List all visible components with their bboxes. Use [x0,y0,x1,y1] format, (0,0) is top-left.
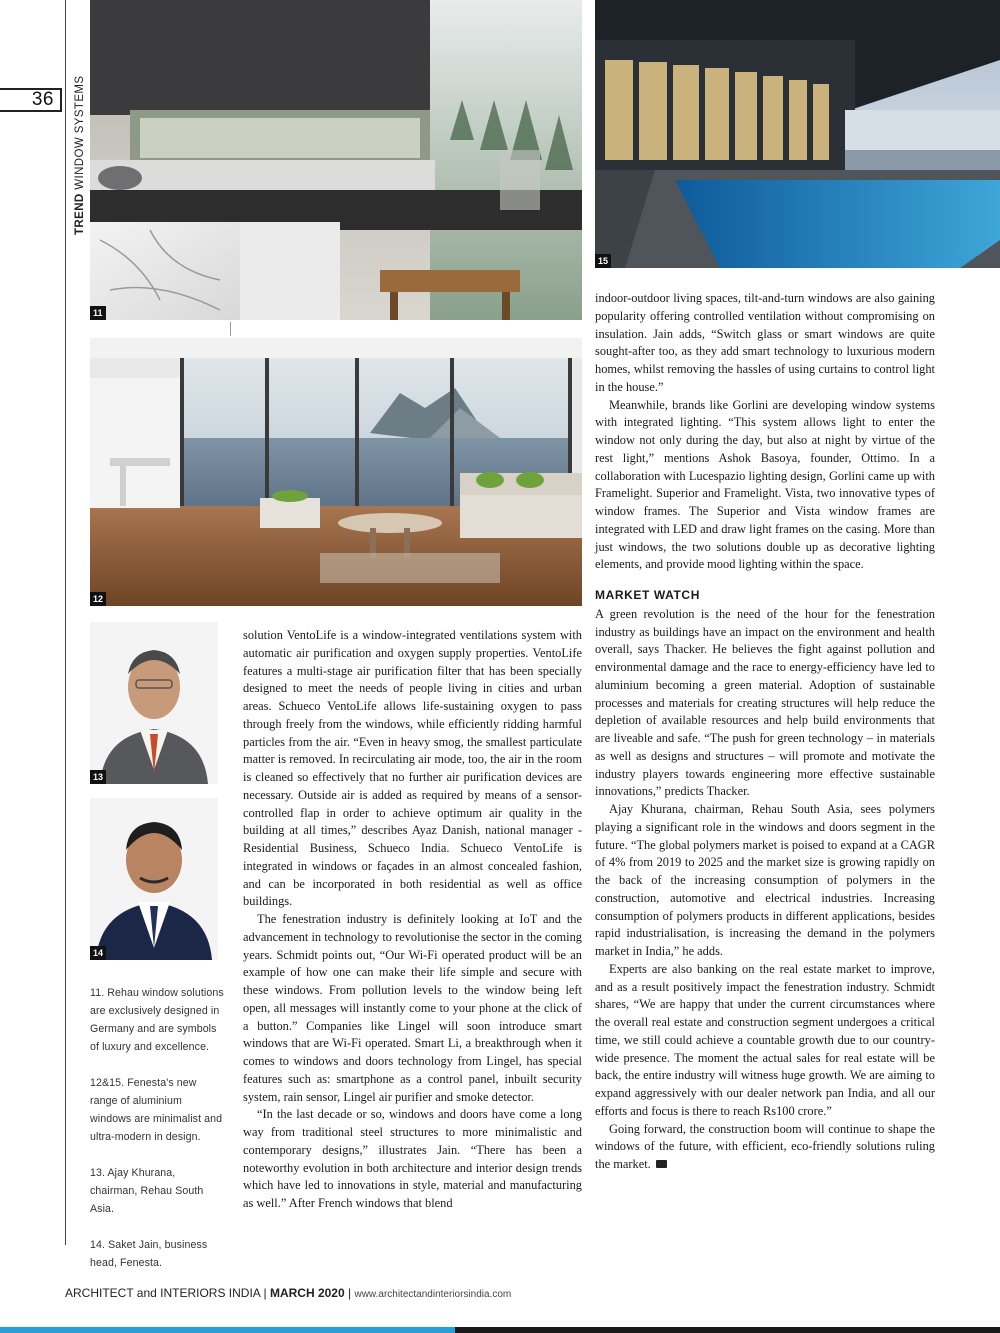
article-column-middle [243,627,582,1213]
page-footer [65,1286,511,1300]
footer-magazine: ARCHITECT and INTERIORS INDIA [65,1286,261,1300]
margin-rule [65,0,66,1245]
footer-separator: | [348,1286,352,1300]
section-heading-market-watch: MARKET WATCH [595,588,700,602]
footer-issue: MARCH 2020 [269,1286,345,1300]
body-paragraph: solution VentoLife is a window-integrated ventilations system with automatic air purification and oxygen supply properties. VentoLife features a multi-stage air purification filter that has been specially designed to meet the needs of people living in cities and urban areas. Schueco VentoLife allows life-sustaining oxygen to pass through freely from the windows, while efficiently ridding harmful particles from the air. “Even in heavy smog, the smallest particulate matter is removed. In recirculating air mode, too, the air in the room is cleaned so effectively that no further air purification devices are necessary. Outside air is added as required by means of a sensor-controlled flap in order to achieve optimum air quality in the building at all times,” describes Ayaz Danish, national manager - Residential Business, Schueco India. Schueco VentoLife is integrated in windows or façades in an almost concealed fashion, and can be incorporated in both residential as well as office buildings. [243,628,582,909]
footer-separator: | [263,1286,267,1300]
photo-number: 13 [90,770,106,784]
caption: 14. Saket Jain, business head, Fenesta. [90,1239,208,1269]
page-number: 36 [31,89,54,110]
body-paragraph: Experts are also banking on the real estate market to improve, and as a result positively impact the fenestration industry. Schmidt shares, “We are happy that under the current circumstances where the overall real estate and construction segment undergoes a critical time, we still could achieve a countable growth due to our country-wide presence. The moment the actual sales for real estate will be back, the entire industry will witness huge growth. We are aiming to expand aggressively with our dealer network pan India, and all our efforts and focus is there to reach Rs100 crore.” [595,961,935,1118]
body-paragraph: Ajay Khurana, chairman, Rehau South Asia, sees polymers playing a significant role in the windows and doors segment in the future. “The global polymers market is poised to expand at a CAGR of 4% from 2019 to 2025 and the market size is growing rapidly on the back of the increasing consumption of polymers in the construction, automotive and electrical industries. Increasing consumption of polymers products in different applications, besides rapid industrialisation, is increasing the demand in the polymers market in India,” he adds. [595,802,935,958]
body-paragraph: The fenestration industry is definitely looking at IoT and the advancement in technology to revolutionise the sector in the coming years. Schmidt points out, “Our Wi-Fi operated product will be an example of how one can make their life simple and secure with these windows. From pollution levels to the window being left open, all messages will instantly come to your phone at the click of a button.” Companies like Lingel will soon introduce smart windows that are Wi-Fi operated. Smart Li, a breakthrough when it comes to windows and doors technology from Lingel, has special features such as: smartphone as a control panel, inbuilt security system, rain sensor, Lingel air purifier and smoke detector. [243,912,582,1104]
photo-number: 15 [595,254,611,268]
body-paragraph: Meanwhile, brands like Gorlini are developing window systems with integrated lighting. “This system allows light to enter the window not only during the day, but also at night by virtue of the rest light,” mentions Ashok Basoya, founder, Ottimo. In a collaboration with Lucespazio lighting design, Gorlini came up with Framelight. Superior and Framelight. Vista, two innovative types of window frames. The Superior and Vista window frames are integrated with LED and draw light frames on the casing. More than just windows, the two solutions double up as decorative lighting elements, and provide mood lighting within the space. [595,397,935,572]
kitchen-photo [90,0,582,320]
final-paragraph-text: Going forward, the construction boom will continue to shape the windows of the future, with efficient, eco-friendly solutions ruling the market. [595,1121,935,1171]
page-number-box [0,88,62,112]
running-head-topic: WINDOW SYSTEMS [74,75,86,190]
photo-number: 14 [90,946,106,960]
caption: 13. Ajay Khurana, chairman, Rehau South Asia. [90,1167,204,1215]
photo-captions [90,984,225,1290]
running-head [74,76,86,235]
column-divider [230,322,231,336]
body-paragraph: indoor-outdoor living spaces, tilt-and-turn windows are also gaining popularity offering controlled ventilation without compromising on insulation. Jain adds, “Switch glass or smart windows are quite sought-after too, as they add smart technology to luxurious modern homes, whilst removing the hassles of using curtains to control light in the house.” [595,291,935,394]
footer-dark-bar [455,1327,1000,1333]
end-of-article-icon [656,1160,667,1168]
body-paragraph-final [595,1121,935,1174]
portrait-ajay-khurana-photo [90,622,218,784]
footer-accent-bar [0,1327,455,1333]
article-column-right [595,290,935,1174]
footer-url: www.architectandinteriorsindia.com [354,1289,512,1300]
caption: 12&15. Fenesta's new range of aluminium windows are minimalist and ultra-modern in design. [90,1077,223,1143]
body-paragraph: “In the last decade or so, windows and doors have come a long way from traditional steel structures to more minimalistic and contemporary designs,” illustrates Jain. “There has been a noteworthy evolution in both architecture and interior design trends which have led to innovations in style, material and manufacturing as well.” After French windows that blend [243,1107,582,1210]
photo-number: 12 [90,592,106,606]
living-room-sea-view-photo [90,338,582,606]
running-head-section: TREND [74,193,86,235]
poolside-house-photo [595,0,1000,268]
caption: 11. Rehau window solutions are exclusively designed in Germany and are symbols of luxury and excellence. [90,987,224,1053]
portrait-saket-jain-photo [90,798,218,960]
body-paragraph: A green revolution is the need of the hour for the fenestration industry as buildings have an impact on the environment and health overall, says Thacker. He believes the fight against pollution and environmental damage and the race to energy-efficiency have led to aluminium becoming a green material. Adoption of sustainable processes and materials for creating structures will help reduce the depletion of available resources and help build environments that are liveable and safe. “The push for green technology – in materials as well as designs and structures – will promote and motivate the industry players towards engineering more effective sustainable innovations,” predicts Thacker. [595,606,935,799]
photo-number: 11 [90,306,106,320]
